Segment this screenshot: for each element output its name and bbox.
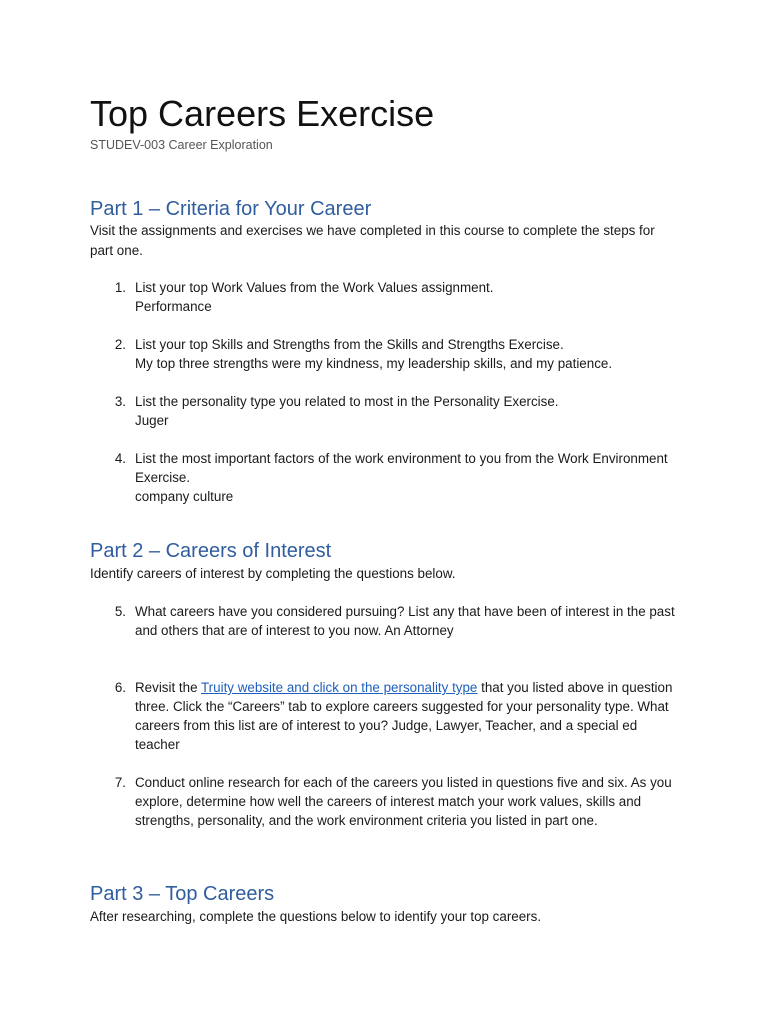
document-title: Top Careers Exercise	[90, 93, 435, 134]
item-question: List the personality type you related to most in the Personality Exercise.	[135, 394, 559, 409]
item-answer: My top three strengths were my kindness, my leadership skills, and my patience.	[135, 356, 613, 371]
item-number: 7.	[114, 775, 126, 790]
part1-intro: Visit the assignments and exercises we have completed in this course to complete the steps for part one.	[90, 223, 655, 258]
part3-intro: After researching, complete the questions below to identify your top careers.	[90, 909, 542, 924]
item-answer: Performance	[135, 299, 212, 314]
item-text	[135, 678, 680, 754]
item-number: 4.	[114, 451, 126, 466]
item-number: 5.	[114, 604, 126, 619]
item-number: 3.	[114, 394, 126, 409]
item-question: List the most important factors of the work environment to you from the Work Environment Exercise.	[135, 451, 668, 485]
document-subtitle: STUDEV-003 Career Exploration	[90, 138, 273, 152]
item-number: 2.	[114, 337, 126, 352]
item-text-after: that you listed above in question three. Click the “Careers” tab to explore careers suggested for your personality type. What careers from this list are of interest to you? Judge, Lawyer, Teacher, and a special ed teacher	[135, 680, 673, 752]
truity-website-link[interactable]: Truity website and click on the personality type	[201, 680, 478, 695]
item-number: 1.	[114, 280, 126, 295]
item-number: 6.	[114, 680, 126, 695]
part2-heading: Part 2 – Careers of Interest	[90, 540, 332, 562]
part1-heading: Part 1 – Criteria for Your Career	[90, 198, 372, 220]
part2-intro: Identify careers of interest by completing the questions below.	[90, 566, 456, 581]
part3-heading: Part 3 – Top Careers	[90, 883, 275, 905]
item-text: What careers have you considered pursuing? List any that have been of interest in the past and others that are of interest to you now. An Attorney	[135, 604, 675, 638]
item-text: Conduct online research for each of the careers you listed in questions five and six. As you explore, determine how well the careers of interest match your work values, skills and strengths, personality, and the work environment criteria you listed in part one.	[135, 775, 672, 828]
item-answer: Juger	[135, 413, 169, 428]
item-question: List your top Work Values from the Work Values assignment.	[135, 280, 494, 295]
item-question: List your top Skills and Strengths from the Skills and Strengths Exercise.	[135, 337, 564, 352]
item-text-before: Revisit the	[135, 680, 201, 695]
item-answer: company culture	[135, 489, 234, 504]
